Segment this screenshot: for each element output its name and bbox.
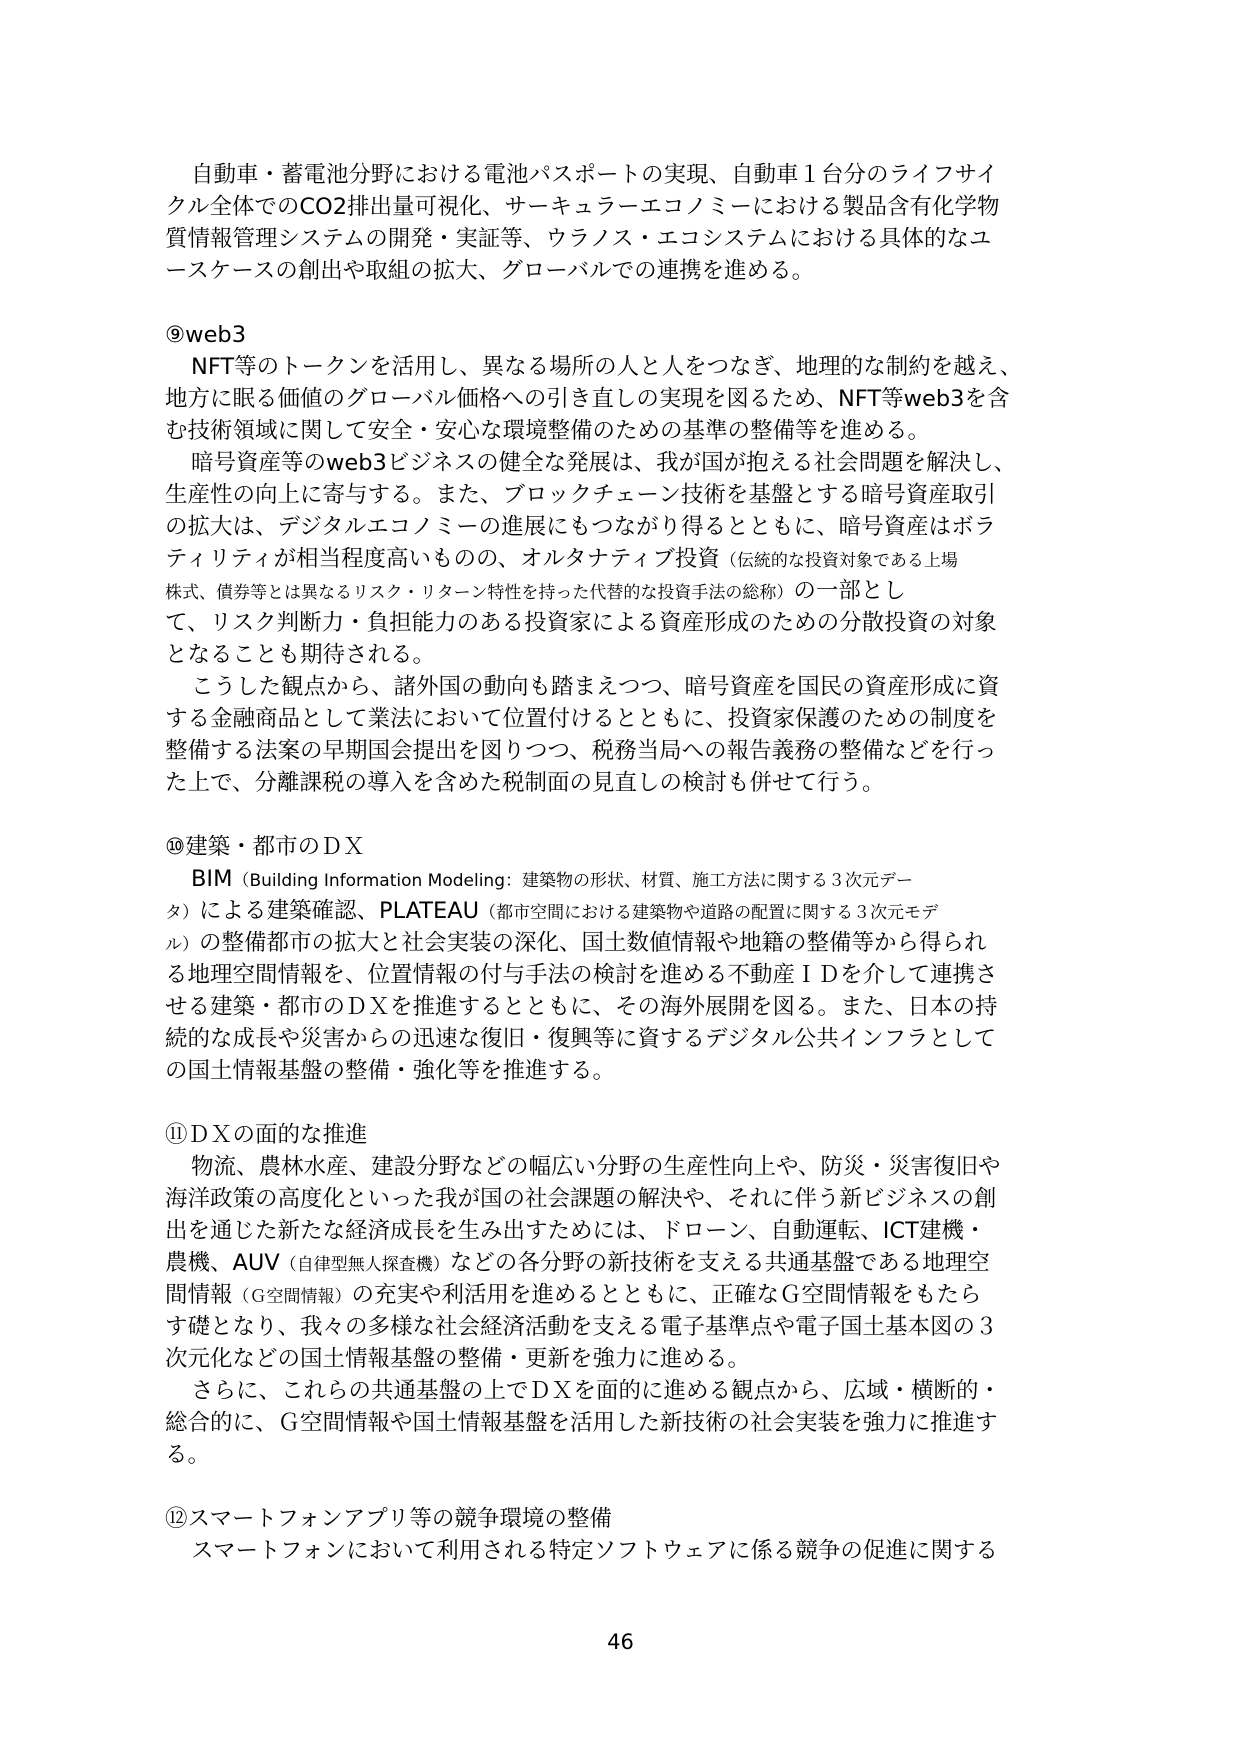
text-run: BIM	[191, 866, 233, 892]
text-line: ースケースの創出や取組の拡大、グローバルでの連携を進める。	[165, 258, 815, 284]
text-line: た上で、分離課税の導入を含めた税制面の見直しの検討も併せて行う。	[165, 770, 885, 796]
parenthetical-note: （Building Information Modeling：建築物の形状、材質、施工方法に関する３次元デー	[232, 871, 913, 891]
text-line: る地理空間情報を、位置情報の付与手法の検討を進める不動産ＩＤを介して連携さ	[165, 962, 998, 988]
section-heading: ⑨web3	[165, 322, 247, 348]
parenthetical-note: （Ｇ空間情報）	[232, 1287, 352, 1307]
section-heading: ⑩建築・都市のＤＸ	[165, 834, 366, 860]
parenthetical-note: （自律型無人探査機）	[279, 1255, 450, 1275]
text-run: の整備都市の拡大と社会実装の深化、国土数値情報や地籍の整備等から得られ	[199, 930, 987, 956]
text-line: 整備する法案の早期国会提出を図りつつ、税務当局への報告義務の整備などを行っ	[165, 738, 997, 764]
text-line: 自動車・蓄電池分野における電池パスポートの実現、自動車１台分のライフサイ	[191, 162, 999, 188]
parenthetical-note: ル）	[165, 935, 199, 955]
page-number: 46	[607, 1630, 634, 1654]
text-line: 生産性の向上に寄与する。また、ブロックチェーン技術を基盤とする暗号資産取引	[165, 482, 996, 508]
text-line: NFT等のトークンを活用し、異なる場所の人と人をつなぎ、地理的な制約を越え、	[191, 354, 1023, 380]
text-run: 農機、AUV	[165, 1250, 280, 1276]
text-line: スマートフォンにおいて利用される特定ソフトウェアに係る競争の促進に関する	[191, 1538, 998, 1564]
parenthetical-note: （伝統的な投資対象である上場	[719, 551, 958, 571]
text-line	[191, 864, 913, 896]
text-line: せる建築・都市のＤＸを推進するとともに、その海外展開を図る。また、日本の持	[165, 994, 998, 1020]
parenthetical-note: タ）	[165, 903, 199, 923]
text-line	[165, 1248, 990, 1280]
text-line: 総合的に、Ｇ空間情報や国土情報基盤を活用した新技術の社会実装を強力に推進す	[165, 1410, 998, 1436]
text-line: む技術領域に関して安全・安心な環境整備のための基準の整備等を進める。	[165, 418, 931, 444]
text-line: 次元化などの国土情報基盤の整備・更新を強力に進める。	[165, 1346, 751, 1372]
text-run: による建築確認、PLATEAU	[199, 898, 480, 924]
text-line: の国土情報基盤の整備・強化等を推進する。	[165, 1058, 616, 1084]
text-line	[165, 544, 958, 576]
text-line: クル全体でのCO2排出量可視化、サーキュラーエコノミーにおける製品含有化学物	[165, 194, 1000, 220]
text-line: する金融商品として業法において位置付けるとともに、投資家保護のための制度を	[165, 706, 998, 732]
text-line: す礎となり、我々の多様な社会経済活動を支える電子基準点や電子国土基本図の３	[165, 1314, 998, 1340]
text-run: などの各分野の新技術を支える共通基盤である地理空	[449, 1250, 990, 1276]
text-line: となることも期待される。	[165, 642, 436, 668]
text-run: の一部とし	[793, 578, 906, 604]
text-line: 質情報管理システムの開発・実証等、ウラノス・エコシステムにおける具体的なユ	[165, 226, 992, 252]
text-line: る。	[165, 1442, 211, 1468]
text-line	[165, 1280, 982, 1312]
text-line: て、リスク判断力・負担能力のある投資家による資産形成のための分散投資の対象	[165, 610, 997, 636]
text-line	[165, 896, 938, 928]
text-line: こうした観点から、諸外国の動向も踏まえつつ、暗号資産を国民の資産形成に資	[191, 674, 1000, 700]
section-heading: ⑫スマートフォンアプリ等の競争環境の整備	[165, 1506, 612, 1532]
text-line: 地方に眠る価値のグローバル価格への引き直しの実現を図るため、NFT等web3を含	[165, 386, 1010, 412]
text-line: の拡大は、デジタルエコノミーの進展にもつながり得るとともに、暗号資産はボラ	[165, 514, 997, 540]
text-line: 物流、農林水産、建設分野などの幅広い分野の生産性向上や、防災・災害復旧や	[191, 1154, 1001, 1180]
text-line: 出を通じた新たな経済成長を生み出すためには、ドローン、自動運転、ICT建機・	[165, 1218, 987, 1244]
parenthetical-note: （都市空間における建築物や道路の配置に関する３次元モデ	[479, 903, 939, 923]
text-line: 海洋政策の高度化といった我が国の社会課題の解決や、それに伴う新ビジネスの創	[165, 1186, 997, 1212]
section-heading: ⑪ＤＸの面的な推進	[165, 1122, 368, 1148]
parenthetical-note: 株式、債券等とは異なるリスク・リターン特性を持った代替的な投資手法の総称）	[165, 583, 794, 603]
text-line: 続的な成長や災害からの迅速な復旧・復興等に資するデジタル公共インフラとして	[165, 1026, 997, 1052]
text-line	[165, 928, 987, 960]
text-line: 暗号資産等のweb3ビジネスの健全な発展は、我が国が抱える社会問題を解決し、	[191, 450, 1017, 476]
text-run: ティリティが相当程度高いものの、オルタナティブ投資	[165, 546, 720, 572]
text-run: の充実や利活用を進めるとともに、正確なＧ空間情報をもたら	[351, 1282, 982, 1308]
text-line	[165, 576, 906, 608]
text-line: さらに、これらの共通基盤の上でＤＸを面的に進める観点から、広域・横断的・	[191, 1378, 1002, 1404]
text-run: 間情報	[165, 1282, 233, 1308]
